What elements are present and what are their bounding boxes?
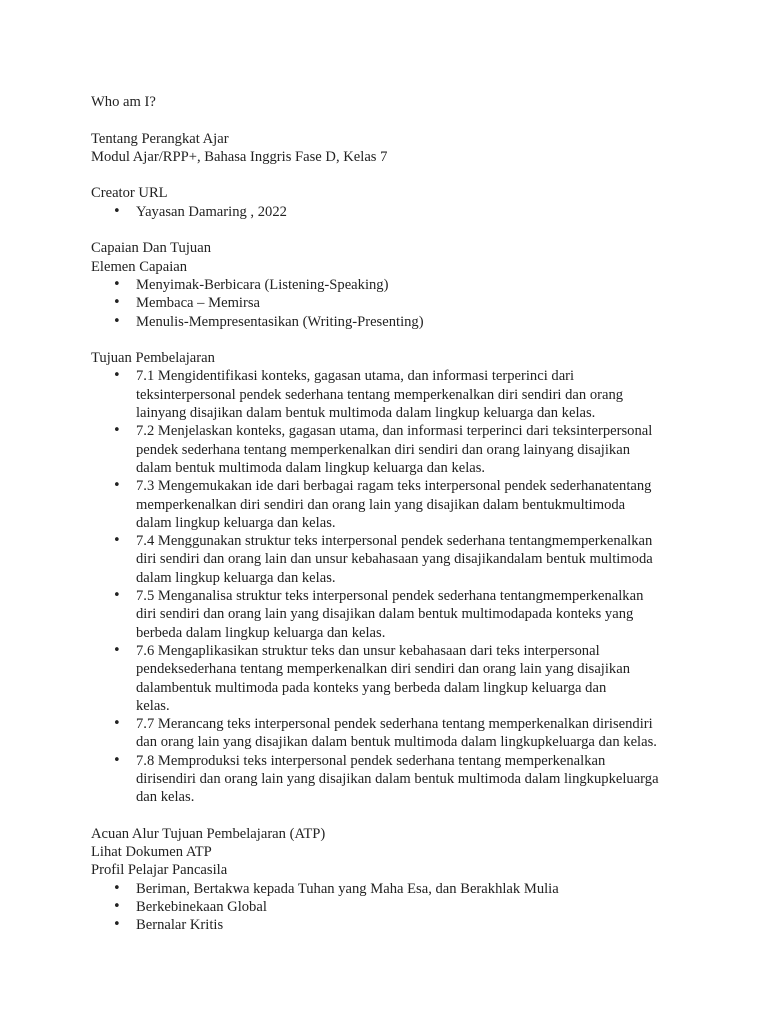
- atp-heading: Acuan Alur Tujuan Pembelajaran (ATP): [91, 825, 326, 842]
- list-item: [91, 642, 691, 715]
- document-title: Who am I?: [91, 94, 156, 110]
- text-line: • 7.7 Merancang teks interpersonal pendek sederhana tentang memperkenalkan dirisendiri: [136, 716, 653, 733]
- document-body: [91, 93, 691, 935]
- goals-list: [91, 367, 691, 806]
- list-item: [91, 367, 691, 422]
- spacer: [91, 807, 691, 825]
- text-line: pendeksederhana tentang memperkenalkan diri sendiri dan orang lain yang disajikan: [136, 661, 630, 678]
- atp-text: Lihat Dokumen ATP: [91, 844, 212, 861]
- profile-list: [91, 880, 691, 935]
- profile-heading: Profil Pelajar Pancasila: [91, 862, 228, 879]
- about-text: Modul Ajar/RPP+, Bahasa Inggris Fase D, Kelas 7: [91, 148, 388, 165]
- creator-list: [91, 203, 691, 221]
- text-line: • 7.5 Menganalisa struktur teks interpersonal pendek sederhana tentangmemperkenalkan: [136, 588, 644, 605]
- text-line: dalam lingkup keluarga dan kelas.: [136, 569, 336, 586]
- list-item: • Membaca – Memirsa: [91, 294, 691, 312]
- list-item: [91, 477, 691, 532]
- text-line: • 7.1 Mengidentifikasi konteks, gagasan utama, dan informasi terperinci dari: [136, 368, 575, 385]
- text-line: kelas.: [136, 697, 170, 714]
- text-line: memperkenalkan diri sendiri dan orang lain yang disajikan dalam bentukmultimoda: [136, 496, 626, 513]
- achievement-heading: Capaian Dan Tujuan: [91, 240, 211, 257]
- text-line: dan orang lain yang disajikan dalam bentuk multimoda dalam lingkupkeluarga dan kelas.: [136, 734, 657, 751]
- list-item: • Yayasan Damaring , 2022: [91, 203, 691, 221]
- goals-heading: Tujuan Pembelajaran: [91, 350, 215, 367]
- text-line: lainyang disajikan dalam bentuk multimoda dalam lingkup keluarga dan kelas.: [136, 405, 596, 422]
- list-item: • Beriman, Bertakwa kepada Tuhan yang Maha Esa, dan Berakhlak Mulia: [91, 880, 691, 898]
- achievement-subheading: Elemen Capaian: [91, 258, 188, 275]
- text-line: • 7.6 Mengaplikasikan struktur teks dan unsur kebahasaan dari teks interpersonal: [136, 642, 600, 659]
- list-item: • Menyimak-Berbicara (Listening-Speaking): [91, 276, 691, 294]
- achievement-list: [91, 276, 691, 331]
- text-line: • 7.3 Mengemukakan ide dari berbagai ragam teks interpersonal pendek sederhanatentang: [136, 478, 652, 495]
- text-line: • 7.2 Menjelaskan konteks, gagasan utama, dan informasi terperinci dari teksinterpersonal: [136, 423, 653, 440]
- list-item: • Berkebinekaan Global: [91, 898, 691, 916]
- text-line: • 7.4 Menggunakan struktur teks interpersonal pendek sederhana tentangmemperkenalkan: [136, 533, 653, 550]
- text-line: dirisendiri dan orang lain yang disajikan dalam bentuk multimoda dalam lingkupkeluarga: [136, 770, 659, 787]
- spacer: [91, 111, 691, 129]
- text-line: • 7.8 Memproduksi teks interpersonal pendek sederhana tentang memperkenalkan: [136, 752, 606, 769]
- list-item: • Menulis-Mempresentasikan (Writing-Presenting): [91, 313, 691, 331]
- list-item: • Bernalar Kritis: [91, 916, 691, 934]
- text-line: dan kelas.: [136, 789, 195, 806]
- spacer: [91, 331, 691, 349]
- list-item: [91, 532, 691, 587]
- text-line: berbeda dalam lingkup keluarga dan kelas.: [136, 624, 386, 641]
- text-line: diri sendiri dan orang lain yang disajikan dalam bentuk multimodapada konteks yang: [136, 606, 634, 623]
- text-line: dalam bentuk multimoda dalam lingkup keluarga dan kelas.: [136, 459, 486, 476]
- text-line: pendek sederhana tentang memperkenalkan diri sendiri dan orang lainyang disajikan: [136, 441, 630, 458]
- list-item: [91, 587, 691, 642]
- text-line: diri sendiri dan orang lain dan unsur kebahasaan yang disajikandalam bentuk multimoda: [136, 551, 653, 568]
- text-line: teksinterpersonal pendek sederhana tentang memperkenalkan diri sendiri dan orang: [136, 386, 624, 403]
- list-item: [91, 715, 691, 752]
- spacer: [91, 166, 691, 184]
- list-item: [91, 422, 691, 477]
- text-line: dalam lingkup keluarga dan kelas.: [136, 514, 336, 531]
- creator-heading: Creator URL: [91, 185, 168, 202]
- list-item: [91, 752, 691, 807]
- spacer: [91, 221, 691, 239]
- about-heading: Tentang Perangkat Ajar: [91, 130, 229, 147]
- text-line: dalambentuk multimoda pada konteks yang berbeda dalam lingkup keluarga dan: [136, 679, 607, 696]
